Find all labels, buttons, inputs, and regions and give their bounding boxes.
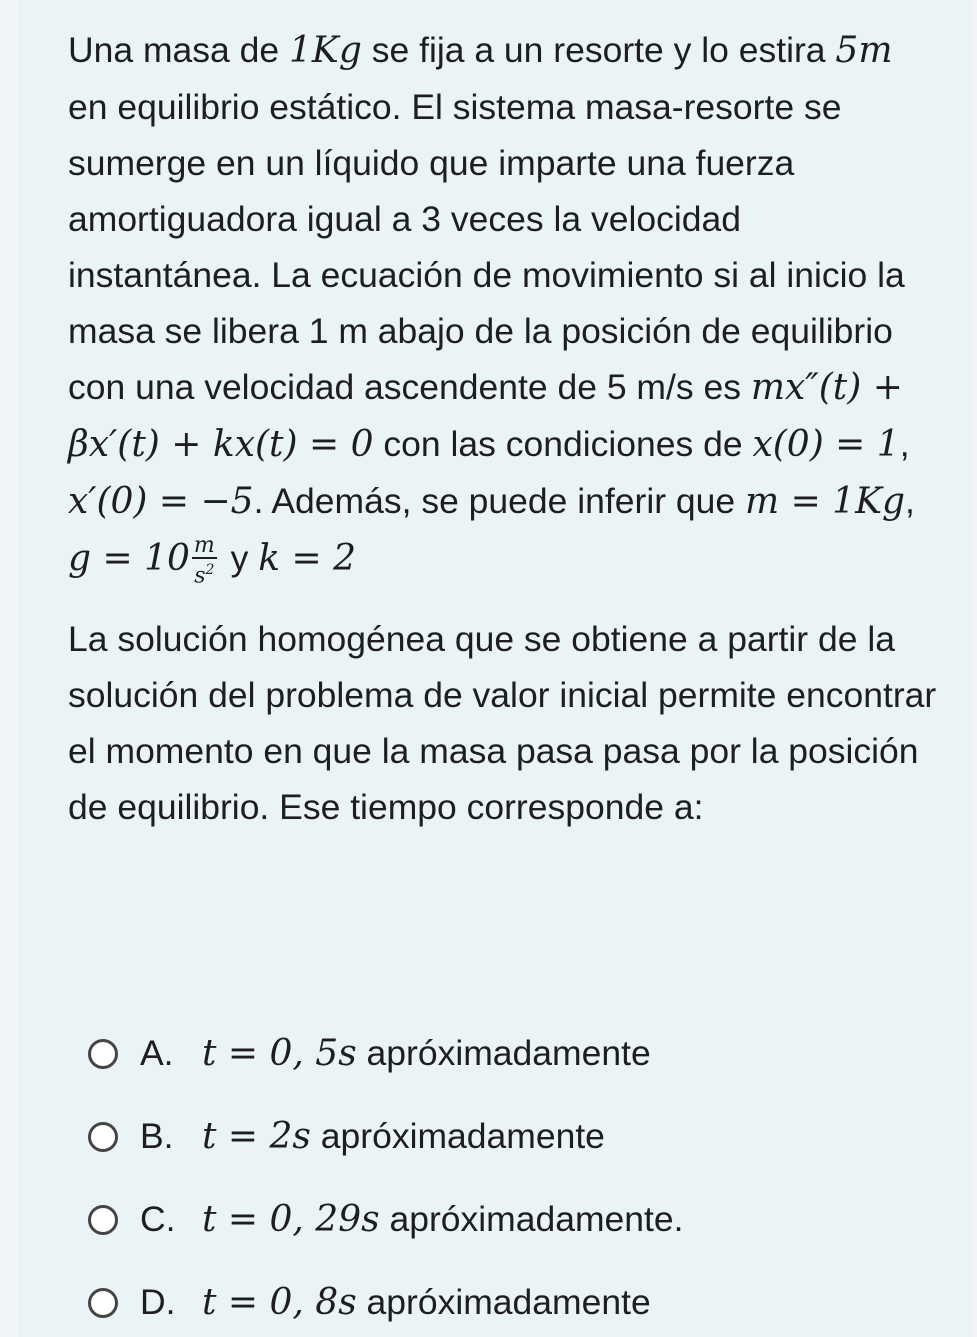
option-suffix: apróximadamente	[310, 1116, 605, 1156]
radio-button-d[interactable]	[88, 1288, 118, 1318]
statement-text: en equilibrio estático. El sistema masa-resorte se sumerge en un líquido que imparte una fuerza amortiguadora igual a 3 veces la velocidad instantánea. La ecuación de movimiento si al inicio la masa se libera 1 m abajo de la posición de equilibrio con una velocidad ascendente de 5 m/s es	[68, 87, 905, 407]
statement-text: se fija a un resorte y lo estira	[361, 30, 836, 70]
option-suffix: apróximadamente.	[379, 1199, 684, 1239]
option-b[interactable]	[88, 1095, 948, 1178]
math-expression: mx″(t) + βx′(t) + kx(t) = 0	[68, 367, 903, 465]
option-label	[202, 1033, 651, 1074]
radio-button-b[interactable]	[88, 1122, 118, 1152]
option-letter: B.	[140, 1116, 174, 1156]
left-margin	[0, 0, 18, 1337]
option-suffix: apróximadamente	[356, 1033, 651, 1073]
answer-options	[88, 1012, 948, 1337]
right-margin	[971, 0, 977, 1337]
question-statement	[68, 22, 938, 587]
statement-text: con las condiciones de	[373, 424, 753, 464]
option-d[interactable]	[88, 1261, 948, 1337]
option-letter: A.	[140, 1033, 174, 1073]
fraction-denominator	[192, 559, 217, 587]
math-expression: x(0) = 1	[752, 424, 900, 465]
option-letter: C.	[140, 1199, 176, 1239]
fraction-numerator: m	[193, 532, 215, 558]
math-expression: x′(0) = −5	[68, 481, 254, 522]
math-expression: m = 1Kg	[744, 481, 906, 522]
option-label	[202, 1199, 683, 1240]
option-math: t = 2s	[202, 1116, 311, 1157]
math-fraction	[192, 532, 217, 588]
option-label	[202, 1282, 651, 1323]
statement-text: ,	[899, 424, 910, 464]
math-expression: 5m	[835, 30, 893, 71]
statement-text: y	[220, 538, 259, 578]
option-label	[202, 1116, 605, 1157]
question-text	[68, 22, 938, 835]
statement-text: Una masa de	[68, 30, 290, 70]
math-expression: 1Kg	[289, 30, 362, 71]
denominator-base: s	[194, 563, 206, 588]
option-math: t = 0, 29s	[202, 1199, 380, 1240]
question-prompt: La solución homogénea que se obtiene a partir de la solución del problema de valor inicial permite encontrar el momento en que la masa pasa pasa por la posición de equilibrio. Ese tiempo corresponde a:	[68, 619, 937, 827]
statement-text: ,	[905, 481, 915, 521]
statement-text: . Además, se puede inferir que	[253, 481, 745, 521]
option-suffix: apróximadamente	[356, 1282, 651, 1322]
option-c[interactable]	[88, 1178, 948, 1261]
math-expression: k = 2	[258, 538, 357, 579]
option-math: t = 0, 8s	[202, 1282, 357, 1323]
denominator-exponent: 2	[205, 561, 215, 578]
radio-button-a[interactable]	[88, 1039, 118, 1069]
radio-button-c[interactable]	[88, 1205, 118, 1235]
option-letter: D.	[140, 1282, 176, 1322]
math-expression: g = 10	[68, 538, 190, 579]
option-a[interactable]	[88, 1012, 948, 1095]
option-math: t = 0, 5s	[202, 1033, 357, 1074]
